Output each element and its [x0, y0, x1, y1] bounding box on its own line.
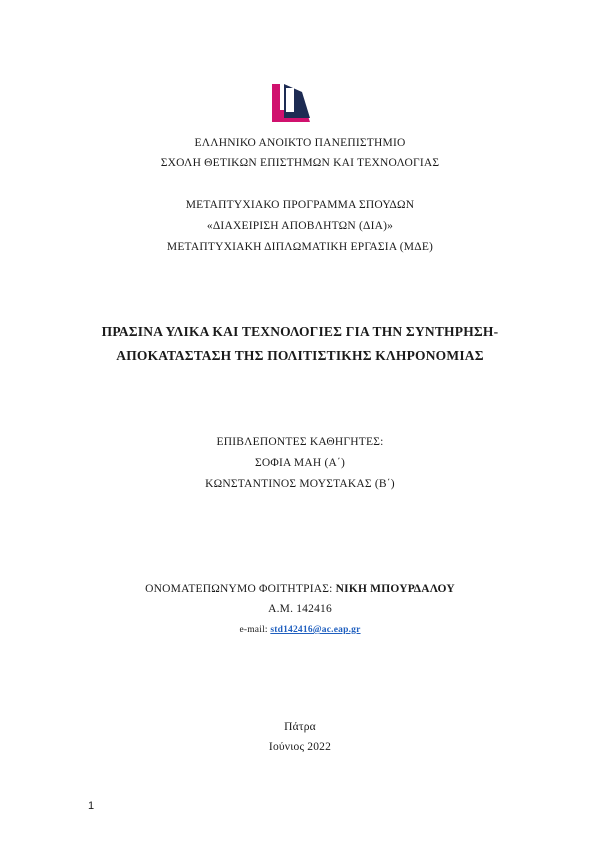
student-name-label: ΟΝΟΜΑΤΕΠΩΝΥΜΟ ΦΟΙΤΗΤΡΙΑΣ: — [145, 583, 336, 595]
supervisors-label: ΕΠΙΒΛΕΠΟΝΤΕΣ ΚΑΘΗΓΗΤΕΣ: — [216, 436, 384, 448]
supervisor-first: ΣΟΦΙΑ ΜΑΗ (Α΄) — [254, 457, 346, 469]
thesis-type: ΜΕΤΑΠΤΥΧΙΑΚΗ ΔΙΠΛΩΜΑΤΙΚΗ ΕΡΓΑΣΙΑ (ΜΔΕ) — [166, 241, 434, 253]
school-name: ΣΧΟΛΗ ΘΕΤΙΚΩΝ ΕΠΙΣΤΗΜΩΝ ΚΑΙ ΤΕΧΝΟΛΟΓΙΑΣ — [160, 157, 440, 169]
thesis-title-line-2: ΑΠΟΚΑΤΑΣΤΑΣΗ ΤΗΣ ΠΟΛΙΤΙΣΤΙΚΗΣ ΚΛΗΡΟΝΟΜΙΑΣ — [116, 348, 484, 363]
email-link[interactable]: std142416@ac.eap.gr — [270, 625, 361, 635]
date: Ιούνιος 2022 — [268, 741, 332, 753]
page-number: 1 — [88, 800, 95, 812]
student-email-line — [0, 622, 600, 637]
student-am: Α.Μ. 142416 — [268, 603, 332, 615]
email-label: e-mail: — [239, 625, 271, 635]
student-name-line — [0, 582, 600, 596]
thesis-title-line-1: ΠΡΑΣΙΝΑ ΥΛΙΚΑ ΚΑΙ ΤΕΧΝΟΛΟΓΙΕΣ ΓΙΑ ΤΗΝ ΣΥΝΤΗΡΗΣΗ- — [101, 324, 499, 339]
university-logo-icon — [272, 84, 310, 122]
supervisor-second: ΚΩΝΣΤΑΝΤΙΝΟΣ ΜΟΥΣΤΑΚΑΣ (Β΄) — [205, 478, 395, 490]
student-name: ΝΙΚΗ ΜΠΟΥΡΔΑΛΟΥ — [335, 583, 455, 595]
program-subject: «ΔΙΑΧΕΙΡΙΣΗ ΑΠΟΒΛΗΤΩΝ (ΔΙΑ)» — [206, 220, 394, 232]
program-name: ΜΕΤΑΠΤΥΧΙΑΚΟ ΠΡΟΓΡΑΜΜΑ ΣΠΟΥΔΩΝ — [185, 199, 415, 211]
university-name: ΕΛΛΗΝΙΚΟ ΑΝΟΙΚΤΟ ΠΑΝΕΠΙΣΤΗΜΙΟ — [194, 137, 406, 149]
city: Πάτρα — [284, 721, 316, 733]
